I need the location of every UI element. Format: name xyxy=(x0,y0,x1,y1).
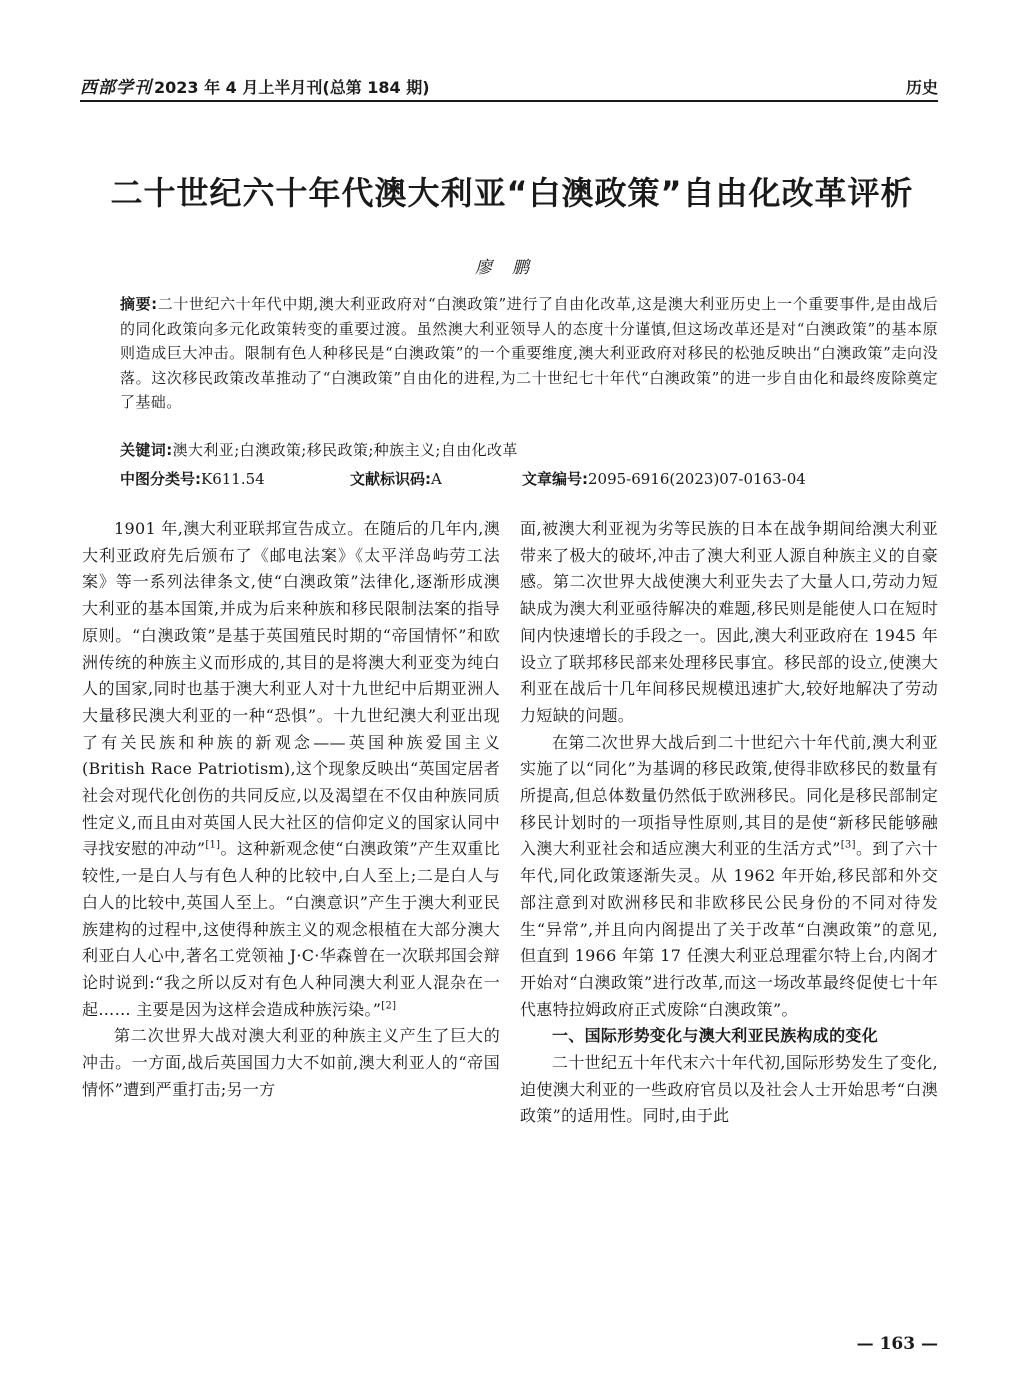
abstract xyxy=(82,292,938,415)
issue-info: 2023 年 4 月上半月刊(总第 184 期) xyxy=(154,78,430,97)
doc-code xyxy=(350,468,522,489)
body-column-left xyxy=(82,516,500,1103)
abstract-label: 摘要: xyxy=(120,295,158,313)
paragraph xyxy=(82,516,500,1023)
clc-number xyxy=(120,468,350,489)
paragraph: 第二次世界大战对澳大利亚的种族主义产生了巨大的冲击。一方面,战后英国国力大不如前,澳大利亚人的“帝国情怀”遭到严重打击;另一方 xyxy=(82,1026,500,1099)
citation-ref: [1] xyxy=(205,840,221,852)
paragraph-text: 。到了六十年代,同化政策逐渐失灵。从 1962 年开始,移民部和外交部注意到对欧洲移民和非欧移民公民身份的不同对待发生“异常”,并且向内阁提出了关于改革“白澳政策”的意见,但直到 1966 年第 17 任澳大利亚总理霍尔特上台,内阁才开始对“白澳政策”进行改革,而这一场改革最终促使七十年代惠特拉姆政府正式废除“白澳政策”。 xyxy=(520,839,938,1019)
paragraph: 二十世纪五十年代末六十年代初,国际形势发生了变化,迫使澳大利亚的一些政府官员以及社会人士开始思考“白澳政策”的适用性。同时,由于此 xyxy=(520,1053,938,1126)
paragraph-text: 1901 年,澳大利亚联邦宣告成立。在随后的几年内,澳大利亚政府先后颁布了《邮电法案》《太平洋岛屿劳工法案》等一系列法律条文,使“白澳政策”法律化,逐渐形成澳大利亚的基本国策,并成为后来种族和移民限制法案的指导原则。“白澳政策”是基于英国殖民时期的“帝国情怀”和欧洲传统的种族主义而形成的,其目的是将澳大利亚变为纯白人的国家,同时也基于澳大利亚人对十九世纪中后期亚洲人大量移民澳大利亚的一种“恐惧”。十九世纪澳大利亚出现了有关民族和种族的新观念——英国种族爱国主义(British Race Patriotism),这个现象反映出“英国定居者社会对现代化创伤的共同反应,以及渴望在不仅由种族同质性定义,而且由对英国人民大社区的信仰定义的国家认同中寻找安慰的冲动” xyxy=(82,519,500,859)
classification-line xyxy=(120,468,938,489)
abstract-paragraph xyxy=(82,292,938,415)
section-heading: 一、国际形势变化与澳大利亚民族构成的变化 xyxy=(552,1026,879,1046)
journal-logo: 西部学刊 xyxy=(80,78,152,98)
running-header xyxy=(80,72,938,98)
clc-value: K611.54 xyxy=(201,470,265,488)
article-value: 2095-6916(2023)07-0163-04 xyxy=(588,470,806,488)
doc-label: 文献标识码: xyxy=(350,470,431,488)
paragraph: 面,被澳大利亚视为劣等民族的日本在战争期间给澳大利亚带来了极大的破坏,冲击了澳大利亚人源自种族主义的自豪感。第二次世界大战使澳大利亚失去了大量人口,劳动力短缺成为澳大利亚亟待解决的难题,移民则是能使人口在短时间内快速增长的手段之一。因此,澳大利亚政府在 1945 年设立了联邦移民部来处理移民事宜。移民部的设立,使澳大利亚在战后十几年间移民规模迅速扩大,较好地解决了劳动力短缺的问题。 xyxy=(520,519,938,725)
doc-value: A xyxy=(431,470,442,488)
keywords xyxy=(120,439,938,460)
abstract-text: 二十世纪六十年代中期,澳大利亚政府对“白澳政策”进行了自由化改革,这是澳大利亚历史上一个重要事件,是由战后的同化政策向多元化政策转变的重要过渡。虽然澳大利亚领导人的态度十分谨慎,但这场改革还是对“白澳政策”的基本原则造成巨大冲击。限制有色人种移民是“白澳政策”的一个重要维度,澳大利亚政府对移民的松弛反映出“白澳政策”走向没落。这次移民政策改革推动了“白澳政策”自由化的进程,为二十世纪七十年代“白澳政策”的进一步自由化和最终废除奠定了基础。 xyxy=(120,295,938,412)
clc-label: 中图分类号: xyxy=(120,470,201,488)
article-label: 文章编号: xyxy=(522,470,588,488)
section-name: 历史 xyxy=(905,78,938,97)
keywords-label: 关键词: xyxy=(120,441,173,459)
header-journal xyxy=(80,73,430,98)
paragraph-text: 在第二次世界大战后到二十世纪六十年代前,澳大利亚实施了以“同化”为基调的移民政策,使得非欧移民的数量有所提高,但总体数量仍然低于欧洲移民。同化是移民部制定移民计划时的一项指导性原则,其目的是使“新移民能够融入澳大利亚社会和适应澳大利亚的生活方式” xyxy=(520,732,938,859)
paragraph xyxy=(520,730,938,1024)
paragraph-text: 。这种新观念使“白澳政策”产生双重比较性,一是白人与有色人种的比较中,白人至上;二是白人与白人的比较中,英国人至上。“白澳意识”产生于澳大利亚民族建构的过程中,这使得种族主义的观念根植在大部分澳大利亚白人心中,著名工党领袖 J·C·华森曾在一次联邦国会辩论时说到:“我之所以反对有色人种同澳大利亚人混杂在一起…… 主要是因为这样会造成种族污染。” xyxy=(82,839,500,1019)
keywords-text: 澳大利亚;白澳政策;移民政策;种族主义;自由化改革 xyxy=(172,441,518,459)
article-title: 二十世纪六十年代澳大利亚“白澳政策”自由化改革评析 xyxy=(110,174,914,212)
header-rule xyxy=(80,100,938,102)
page-number: — 163 — xyxy=(856,1334,938,1354)
citation-ref: [2] xyxy=(381,1000,397,1012)
article-number xyxy=(522,468,806,489)
citation-ref: [3] xyxy=(840,840,856,852)
author-name: 廖鹏 xyxy=(475,258,549,278)
body-column-right xyxy=(520,516,938,1130)
